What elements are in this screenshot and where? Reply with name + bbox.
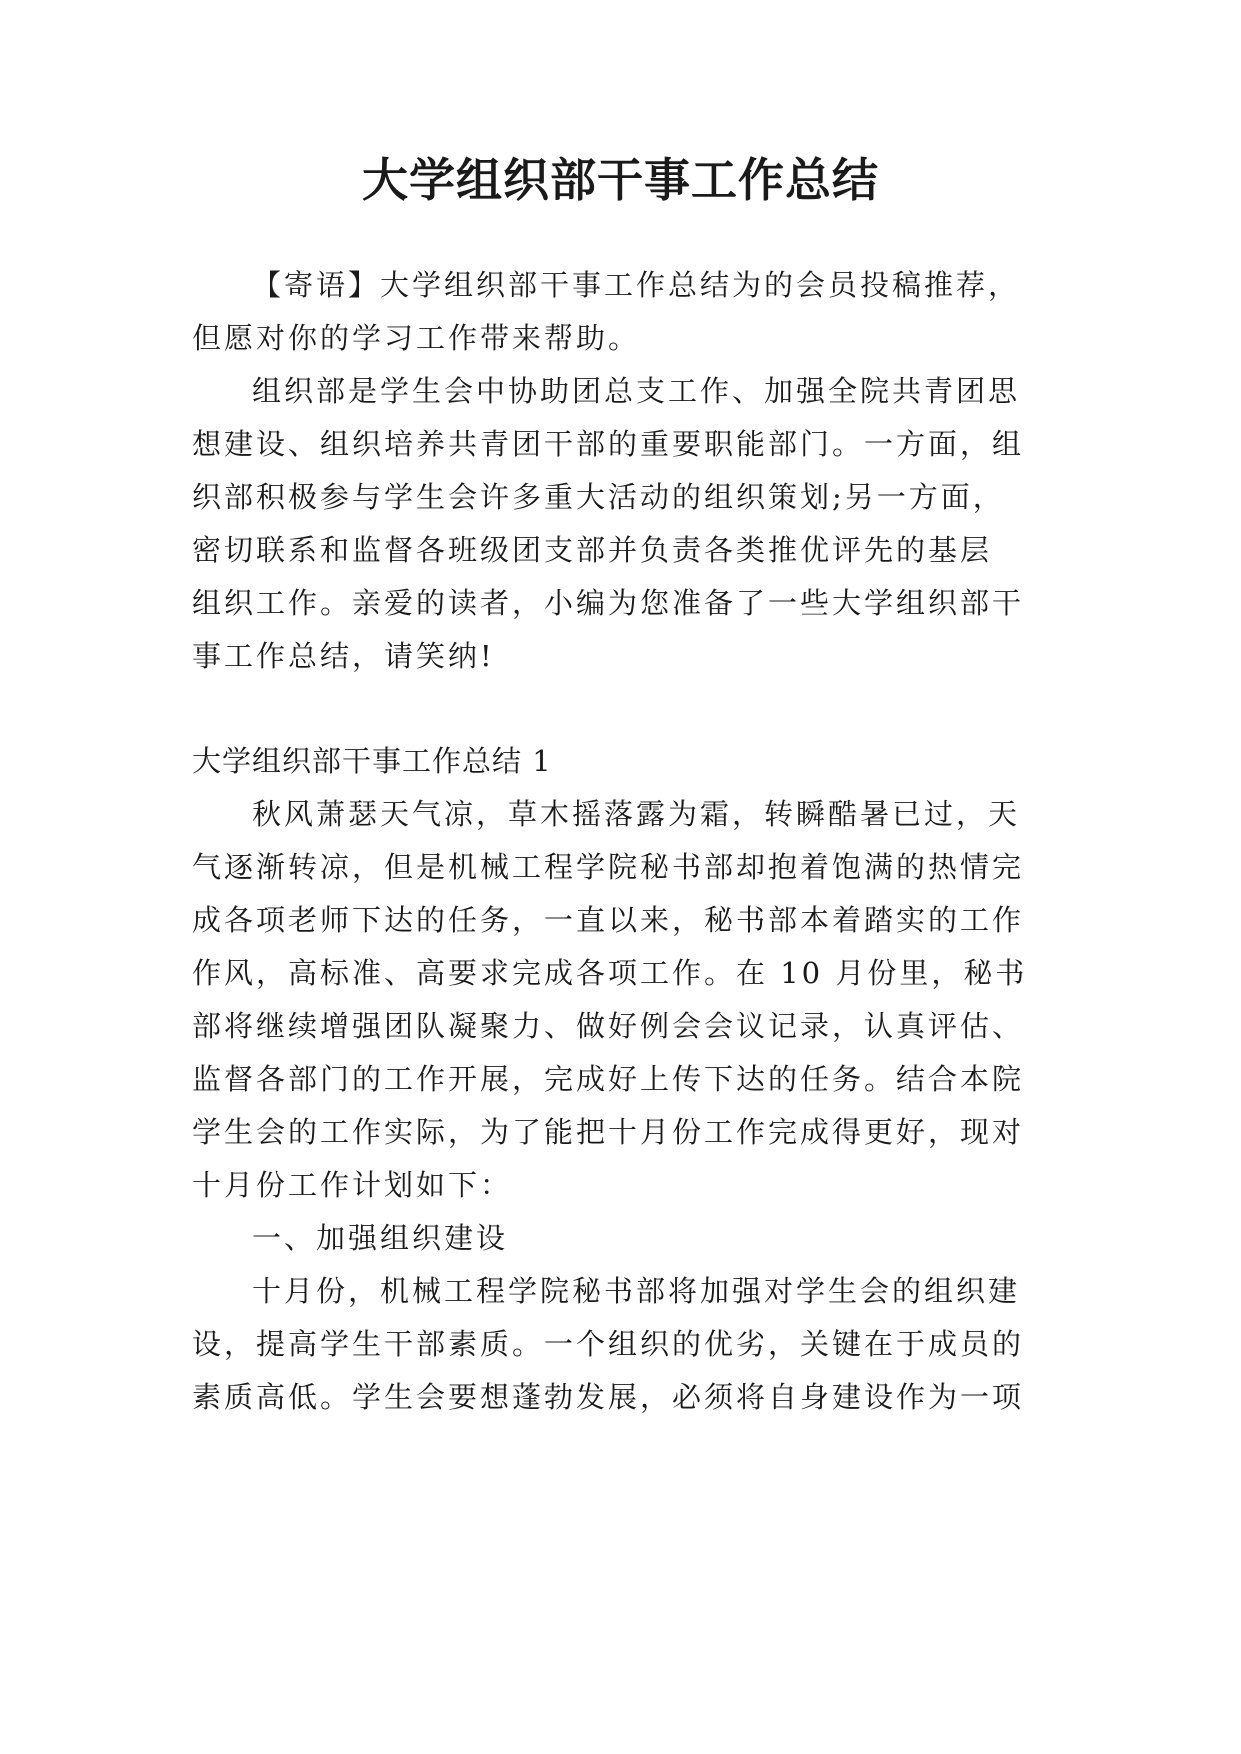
text-line: 学生会的工作实际，为了能把十月份工作完成得更好，现对 — [192, 1115, 1025, 1149]
text-line: 组织工作。亲爱的读者，小编为您准备了一些大学组织部干 — [192, 586, 1025, 620]
text-line: 作风，高标准、高要求完成各项工作。在 10 月份里，秘书 — [192, 956, 1028, 990]
text-line: 组织部是学生会中协助团总支工作、加强全院共青团思 — [252, 374, 1021, 408]
text-line: 【寄语】大学组织部干事工作总结为的会员投稿推荐， — [252, 268, 1021, 302]
text-line: 部将继续增强团队凝聚力、做好例会会议记录，认真评估、 — [192, 1009, 1025, 1043]
text-line: 织部积极参与学生会许多重大活动的组织策划;另一方面， — [192, 480, 1005, 514]
text-line: 监督各部门的工作开展，完成好上传下达的任务。结合本院 — [192, 1062, 1025, 1096]
text-line: 十月份工作计划如下： — [192, 1168, 513, 1202]
text-line: 十月份，机械工程学院秘书部将加强对学生会的组织建 — [252, 1274, 1021, 1308]
text-line: 想建设、组织培养共青团干部的重要职能部门。一方面，组 — [192, 427, 1025, 461]
text-line: 气逐渐转凉，但是机械工程学院秘书部却抱着饱满的热情完 — [192, 850, 1025, 884]
document-title: 大学组织部干事工作总结 — [362, 153, 879, 207]
text-line: 但愿对你的学习工作带来帮助。 — [192, 321, 641, 355]
text-line: 秋风萧瑟天气凉，草木摇落露为霜，转瞬酷暑已过，天 — [252, 797, 1021, 831]
text-line: 事工作总结，请笑纳! — [192, 639, 495, 673]
text-line: 素质高低。学生会要想蓬勃发展，必须将自身建设作为一项 — [192, 1380, 1025, 1414]
subsection-heading: 一、加强组织建设 — [252, 1221, 509, 1255]
text-line: 密切联系和监督各班级团支部并负责各类推优评先的基层 — [192, 533, 993, 567]
text-line: 设，提高学生干部素质。一个组织的优劣，关键在于成员的 — [192, 1327, 1025, 1361]
section-heading: 大学组织部干事工作总结 1 — [192, 744, 552, 778]
text-line: 成各项老师下达的任务，一直以来，秘书部本着踏实的工作 — [192, 903, 1025, 937]
